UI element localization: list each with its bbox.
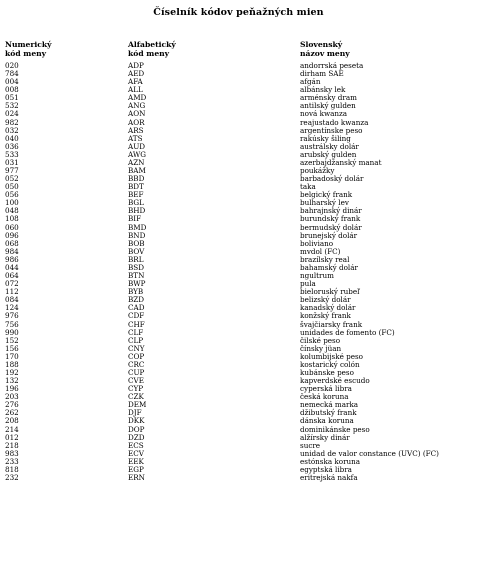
currency-name-cell: dirham SAE (300, 69, 344, 79)
numeric-code-cell: 232 (5, 472, 19, 482)
currency-name-cell: česká koruna (300, 392, 349, 402)
table-row (0, 264, 477, 272)
table-row (0, 409, 477, 417)
alpha-code-cell: BOB (128, 238, 145, 248)
numeric-code-cell: 986 (5, 254, 19, 264)
table-row (0, 385, 477, 393)
table-row (0, 345, 477, 353)
numeric-code-cell: 020 (5, 61, 19, 70)
alpha-code-cell: BDT (128, 182, 144, 192)
table-row (0, 167, 477, 175)
currency-name-cell: švajčiarsky frank (300, 319, 363, 329)
currency-name-cell: albánsky lek (300, 85, 346, 95)
table-row (0, 434, 477, 442)
currency-name-cell: ngultrum (300, 271, 334, 281)
table-row (0, 458, 477, 466)
currency-name-cell: barbadoský dolár (300, 174, 364, 184)
table-row (0, 353, 477, 361)
header-alpha-code (128, 40, 176, 58)
numeric-code-cell: 983 (5, 448, 19, 458)
alpha-code-cell: AON (128, 109, 146, 119)
currency-name-cell: bulharský lev (300, 198, 349, 208)
header-name-line1: Slovenský (300, 40, 343, 49)
currency-name-cell: bermudský dolár (300, 222, 362, 232)
numeric-code-cell: 990 (5, 327, 19, 337)
table-row (0, 224, 477, 232)
alpha-code-cell: BMD (128, 222, 147, 232)
alpha-code-cell: BWP (128, 279, 146, 289)
alpha-code-cell: AFA (128, 77, 143, 87)
alpha-code-cell: EEK (128, 456, 144, 466)
alpha-code-cell: ATS (128, 133, 143, 143)
table-row (0, 159, 477, 167)
table-row (0, 175, 477, 183)
numeric-code-cell: 004 (5, 77, 19, 87)
numeric-code-cell: 008 (5, 85, 19, 95)
header-alpha-line1: Alfabetický (128, 40, 176, 49)
currency-name-cell: nová kwanza (300, 109, 348, 119)
table-row (0, 199, 477, 207)
alpha-code-cell: ALL (128, 85, 143, 95)
numeric-code-cell: 072 (5, 279, 19, 289)
currency-name-cell: unidad de valor constance (UVC) (FC) (300, 448, 439, 458)
currency-name-cell: bieloruský rubeľ (300, 287, 360, 297)
table-row (0, 207, 477, 215)
currency-name-cell: argentínske peso (300, 125, 363, 135)
numeric-code-cell: 124 (5, 303, 19, 313)
alpha-code-cell: EGP (128, 464, 144, 474)
table-row (0, 62, 477, 70)
alpha-code-cell: ANG (128, 101, 146, 111)
table-row (0, 321, 477, 329)
currency-name-cell: konžský frank (300, 311, 351, 321)
numeric-code-cell: 012 (5, 432, 19, 442)
numeric-code-cell: 977 (5, 166, 19, 176)
numeric-code-cell: 156 (5, 343, 19, 353)
table-row (0, 393, 477, 401)
numeric-code-cell: 208 (5, 416, 19, 426)
header-numeric-line2: kód meny (5, 49, 47, 58)
currency-name-cell: mvdol (FC) (300, 246, 341, 256)
alpha-code-cell: CAD (128, 303, 145, 313)
numeric-code-cell: 108 (5, 214, 19, 224)
numeric-code-cell: 218 (5, 440, 19, 450)
table-row (0, 78, 477, 86)
numeric-code-cell: 532 (5, 101, 19, 111)
numeric-code-cell: 818 (5, 464, 19, 474)
table-row (0, 143, 477, 151)
alpha-code-cell: CVE (128, 376, 144, 386)
alpha-code-cell: CLP (128, 335, 144, 345)
numeric-code-cell: 196 (5, 384, 19, 394)
currency-name-cell: čilské peso (300, 335, 341, 345)
table-row (0, 135, 477, 143)
alpha-code-cell: COP (128, 351, 145, 361)
currency-name-cell: pula (300, 279, 316, 289)
table-row (0, 450, 477, 458)
numeric-code-cell: 262 (5, 408, 19, 418)
currency-name-cell: arubský gulden (300, 149, 357, 159)
table-row (0, 296, 477, 304)
currency-name-cell: kanadský dolár (300, 303, 356, 313)
currency-name-cell: džibutský frank (300, 408, 357, 418)
numeric-code-cell: 064 (5, 271, 19, 281)
currency-name-cell: kostarický colón (300, 359, 360, 369)
alpha-code-cell: BYB (128, 287, 144, 297)
numeric-code-cell: 036 (5, 141, 19, 151)
currency-name-cell: eritrejská nakfa (300, 472, 358, 482)
header-numeric-code (5, 40, 52, 58)
header-numeric-line1: Numerický (5, 40, 52, 49)
table-row (0, 183, 477, 191)
currency-name-cell: dominikánske peso (300, 424, 370, 434)
numeric-code-cell: 984 (5, 246, 19, 256)
table-row (0, 240, 477, 248)
table-row (0, 288, 477, 296)
numeric-code-cell: 100 (5, 198, 19, 208)
numeric-code-cell: 170 (5, 351, 19, 361)
numeric-code-cell: 052 (5, 174, 19, 184)
currency-name-cell: arménsky dram (300, 93, 357, 103)
alpha-code-cell: CLF (128, 327, 144, 337)
numeric-code-cell: 214 (5, 424, 19, 434)
alpha-code-cell: BZD (128, 295, 145, 305)
numeric-code-cell: 056 (5, 190, 19, 200)
alpha-code-cell: DKK (128, 416, 145, 426)
alpha-code-cell: AZN (128, 157, 145, 167)
numeric-code-cell: 982 (5, 117, 19, 127)
table-row (0, 466, 477, 474)
numeric-code-cell: 032 (5, 125, 19, 135)
numeric-code-cell: 040 (5, 133, 19, 143)
alpha-code-cell: CNY (128, 343, 145, 353)
document-title: Číselník kódov peňažných mien (153, 7, 324, 18)
alpha-code-cell: BEF (128, 190, 144, 200)
numeric-code-cell: 050 (5, 182, 19, 192)
table-row (0, 401, 477, 409)
numeric-code-cell: 096 (5, 230, 19, 240)
table-row (0, 361, 477, 369)
alpha-code-cell: BBD (128, 174, 145, 184)
alpha-code-cell: ECV (128, 448, 144, 458)
numeric-code-cell: 203 (5, 392, 19, 402)
currency-name-cell: kolumbijské peso (300, 351, 364, 361)
table-row (0, 417, 477, 425)
currency-name-cell: sucre (300, 440, 321, 450)
alpha-code-cell: BTN (128, 271, 145, 281)
table-row (0, 127, 477, 135)
table-row (0, 94, 477, 102)
table-row (0, 119, 477, 127)
alpha-code-cell: DEM (128, 400, 147, 410)
currency-name-cell: brazílsky real (300, 254, 350, 264)
table-row (0, 86, 477, 94)
currency-name-cell: taka (300, 182, 316, 192)
table-row (0, 272, 477, 280)
numeric-code-cell: 152 (5, 335, 19, 345)
header-name-line2: názov meny (300, 49, 350, 58)
numeric-code-cell: 051 (5, 93, 19, 103)
alpha-code-cell: BIF (128, 214, 142, 224)
currency-name-cell: afgán (300, 77, 321, 87)
currency-name-cell: egyptská libra (300, 464, 352, 474)
alpha-code-cell: CZK (128, 392, 144, 402)
currency-name-cell: boliviano (300, 238, 334, 248)
alpha-code-cell: ADP (128, 61, 144, 70)
table-row (0, 304, 477, 312)
table-row (0, 337, 477, 345)
alpha-code-cell: BND (128, 230, 146, 240)
currency-name-cell: belgický frank (300, 190, 353, 200)
numeric-code-cell: 192 (5, 367, 19, 377)
table-row (0, 312, 477, 320)
alpha-code-cell: BHD (128, 206, 146, 216)
currency-table-body (0, 62, 477, 482)
alpha-code-cell: ARS (128, 125, 144, 135)
alpha-code-cell: ECS (128, 440, 144, 450)
currency-name-cell: nemecká marka (300, 400, 359, 410)
numeric-code-cell: 132 (5, 376, 19, 386)
numeric-code-cell: 784 (5, 69, 19, 79)
alpha-code-cell: BRL (128, 254, 144, 264)
currency-name-cell: austrálsky dolár (300, 141, 359, 151)
numeric-code-cell: 031 (5, 157, 19, 167)
header-currency-name (300, 40, 350, 58)
alpha-code-cell: AUD (128, 141, 146, 151)
numeric-code-cell: 756 (5, 319, 19, 329)
table-row (0, 151, 477, 159)
currency-name-cell: reajustado kwanza (300, 117, 369, 127)
table-row (0, 329, 477, 337)
alpha-code-cell: ERN (128, 472, 145, 482)
alpha-code-cell: AWG (128, 149, 147, 159)
currency-name-cell: poukážky (300, 166, 335, 176)
numeric-code-cell: 084 (5, 295, 19, 305)
currency-name-cell: bahrajnský dinár (300, 206, 362, 216)
table-row (0, 474, 477, 482)
alpha-code-cell: AOR (128, 117, 145, 127)
numeric-code-cell: 533 (5, 149, 19, 159)
alpha-code-cell: CUP (128, 367, 145, 377)
numeric-code-cell: 233 (5, 456, 19, 466)
currency-name-cell: rakúsky šiling (300, 133, 351, 143)
currency-name-cell: kapverdské escudo (300, 376, 370, 386)
alpha-code-cell: CDF (128, 311, 145, 321)
alpha-code-cell: BSD (128, 262, 144, 272)
alpha-code-cell: CRC (128, 359, 145, 369)
table-row (0, 280, 477, 288)
numeric-code-cell: 048 (5, 206, 19, 216)
table-row (0, 110, 477, 118)
table-row (0, 248, 477, 256)
currency-name-cell: unidades de fomento (FC) (300, 327, 395, 337)
table-row (0, 70, 477, 78)
alpha-code-cell: BGL (128, 198, 144, 208)
alpha-code-cell: AED (128, 69, 145, 79)
numeric-code-cell: 112 (5, 287, 19, 297)
numeric-code-cell: 976 (5, 311, 19, 321)
table-row (0, 215, 477, 223)
currency-name-cell: bahamský dolár (300, 262, 358, 272)
numeric-code-cell: 044 (5, 262, 19, 272)
numeric-code-cell: 024 (5, 109, 19, 119)
alpha-code-cell: DZD (128, 432, 145, 442)
currency-name-cell: cyperská libra (300, 384, 352, 394)
numeric-code-cell: 060 (5, 222, 19, 232)
table-row (0, 426, 477, 434)
table-row (0, 377, 477, 385)
currency-name-cell: brunejský dolár (300, 230, 358, 240)
numeric-code-cell: 276 (5, 400, 19, 410)
currency-name-cell: antilský gulden (300, 101, 356, 111)
table-row (0, 256, 477, 264)
currency-name-cell: azerbajdžanský manat (300, 157, 382, 167)
alpha-code-cell: CHF (128, 319, 145, 329)
currency-name-cell: andorrská peseta (300, 61, 364, 70)
numeric-code-cell: 068 (5, 238, 19, 248)
currency-name-cell: kubánske peso (300, 367, 354, 377)
alpha-code-cell: BAM (128, 166, 146, 176)
alpha-code-cell: DOP (128, 424, 145, 434)
numeric-code-cell: 188 (5, 359, 19, 369)
table-row (0, 369, 477, 377)
header-alpha-line2: kód meny (128, 49, 170, 58)
currency-name-cell: čínsky jüan (300, 343, 342, 353)
alpha-code-cell: CYP (128, 384, 144, 394)
table-row (0, 102, 477, 110)
currency-name-cell: belizský dolár (300, 295, 351, 305)
alpha-code-cell: BOV (128, 246, 145, 256)
alpha-code-cell: DJF (128, 408, 142, 418)
alpha-code-cell: AMD (128, 93, 147, 103)
table-row (0, 232, 477, 240)
currency-name-cell: burundský frank (300, 214, 361, 224)
currency-name-cell: estónska koruna (300, 456, 361, 466)
table-row (0, 191, 477, 199)
currency-name-cell: alžírsky dinár (300, 432, 350, 442)
currency-name-cell: dánska koruna (300, 416, 354, 426)
